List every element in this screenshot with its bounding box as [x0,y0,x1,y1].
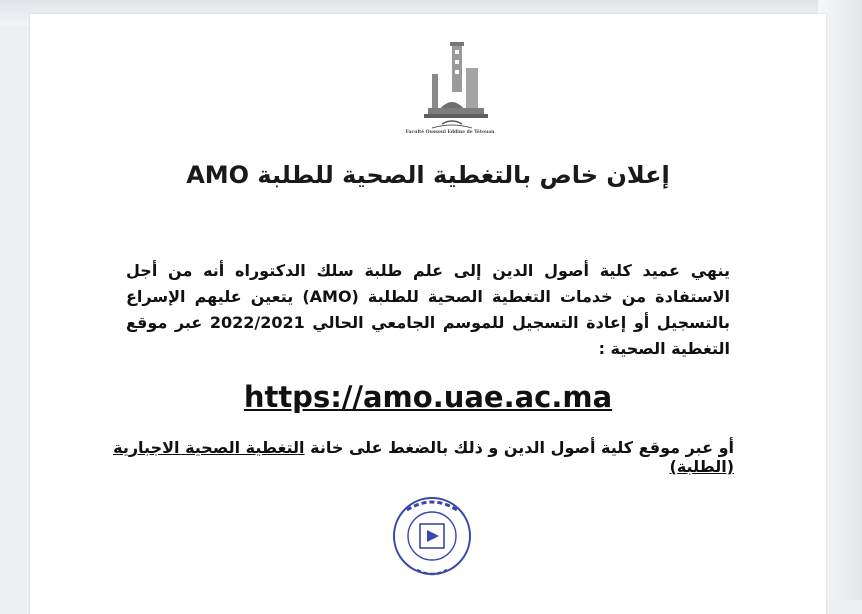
closing-line [100,438,734,476]
announcement-title: إعلان خاص بالتغطية الصحية للطلبة AMO [186,161,670,189]
amo-website-link[interactable]: https://amo.uae.ac.ma [243,380,613,414]
announcement-paragraph: ينهي عميد كلية أصول الدين إلى علم طلبة سلك الدكتوراه أنه من أجل الاستفادة من خدمات التغطية الصحية للطلبة (AMO) يتعين عليهم الإسراع بالتسجيل أو إعادة التسجيل للموسم الجامعي الحالي 2022/2021 عبر موقع التغطية الصحية : [126,261,731,358]
logo-caption [390,130,510,135]
closing-underlined-text: التغطية الصحية الاجبارية (الطلبة) [113,438,734,476]
document-page [30,14,826,614]
closing-text: أو عبر موقع كلية أصول الدين و ذلك بالضغط على خانة [304,438,734,457]
logo-caption-french: Faculté Oussoul Eddine de Tétouan [405,130,495,135]
faculty-stamp [387,490,477,588]
